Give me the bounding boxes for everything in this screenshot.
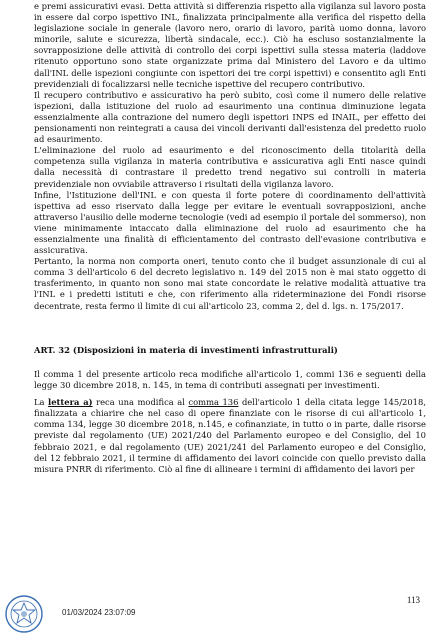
body-text-article (34, 369, 426, 481)
lettera-pre: La (34, 397, 49, 408)
paragraph: e premi assicurativi evasi. Detta attività si differenzia rispetto alla vigilanza sul lavoro posta in essere dal corpo ispettivo INL, finalizzata principalmente alla verifica del rispetto della legislazione sociale in generale (lavoro nero, orario di lavoro, parità uomo donna, lavoro minorile, salute e sicurezza, libertà sindacale, ecc.). Ciò ha escluso sostanzialmente la sovrapposizione delle attività di controllo dei corpi ispettivi sulla stessa materia (laddove ritenuto opportuno sono state organizzate prima dal Ministero del Lavoro e da ultimo dall'INL delle ispezioni congiunte con ispettori dei tre corpi ispettivi) e consentito agli Enti previdenziali di focalizzarsi nelle tecniche ispettive del recupero contributivo. (34, 1, 426, 89)
body-text-top (34, 1, 426, 312)
article-heading: ART. 32 (Disposizioni in materia di investimenti infrastrutturali) (34, 345, 338, 355)
paragraph: Pertanto, la norma non comporta oneri, tenuto conto che il budget assunzionale di cui al comma 3 dell'articolo 6 del decreto legislativo n. 149 del 2015 non è mai stato oggetto di trasferimento, in quanto non sono mai state concordate le relative modalità attuative tra l'INL e i predetti istituti e che, con riferimento alla rideterminazione dei Fondi risorse decentrate, resta fermo il limite di cui all'articolo 23, comma 2, del d. lgs. n. 175/2017. (34, 256, 426, 311)
paragraph: Infine, l'Istituzione dell'INL e con questa il forte potere di coordinamento dell'attività ispettiva ad esso riservato dalla legge per evitare le eventuali sovrapposizioni, anche attraverso l'ausilio delle moderne tecnologie (vedi ad esempio il portale del sommerso), non viene minimamente intaccato dalla eliminazione del ruolo ad esaurimento che ha essenzialmente una finalità di efficientamento del contrasto dell'evasione contributiva e assicurativa. (34, 189, 426, 256)
page-number: 113 (406, 595, 420, 605)
timestamp: 01/03/2024 23:07:09 (62, 608, 136, 617)
lettera-mid: reca una modifica al (92, 397, 189, 408)
comma-reference: comma 136 (188, 397, 239, 408)
paragraph: Il recupero contributivo e assicurativo ha però subito, così come il numero delle relative ispezioni, dalla istituzione del ruolo ad esaurimento una continua diminuzione legata essenzialmente alla contrazione del numero degli ispettori INPS ed INAIL, per effetto dei pensionamenti non reintegrati a causa dei vincoli derivanti dall'esistenza del predetto ruolo ad esaurimento. (34, 89, 426, 145)
article-intro: Il comma 1 del presente articolo reca modifiche all'articolo 1, commi 136 e seguenti della legge 30 dicembre 2018, n. 145, in tema di contributi assegnati per investimenti. (34, 369, 426, 391)
emblem-seal-icon (4, 594, 44, 634)
lettera-paragraph (34, 397, 426, 475)
lettera-rest: dell'articolo 1 della citata legge 145/2018, finalizzata a chiarire che nel caso di opere finanziate con le risorse di cui all'articolo 1, comma 134, legge 30 dicembre 2018, n.145, e cofinanziate, in tutto o in parte, dalle risorse previste dal regolamento (UE) 2021/240 del Parlamento europeo e del Consiglio, del 10 febbraio 2021, e dal regolamento (UE) 2021/241 del Parlamento europeo e del Consiglio, del 12 febbraio 2021, il termine di affidamento dei lavori coincide con quello previsto dalla misura PNRR di riferimento. Ciò al fine di allineare i termini di affidamento dei lavori per (34, 397, 426, 474)
lettera-label: lettera a) (48, 397, 93, 408)
paragraph: L'eliminazione del ruolo ad esaurimento e del riconoscimento della titolarità della competenza sulla vigilanza in materia contributiva e assicurativa agli Enti nasce quindi dalla necessità di contrastare il predetto trend negativo sui controlli in materia previdenziale non ovviabile attraverso i risultati della vigilanza lavoro. (34, 145, 426, 189)
